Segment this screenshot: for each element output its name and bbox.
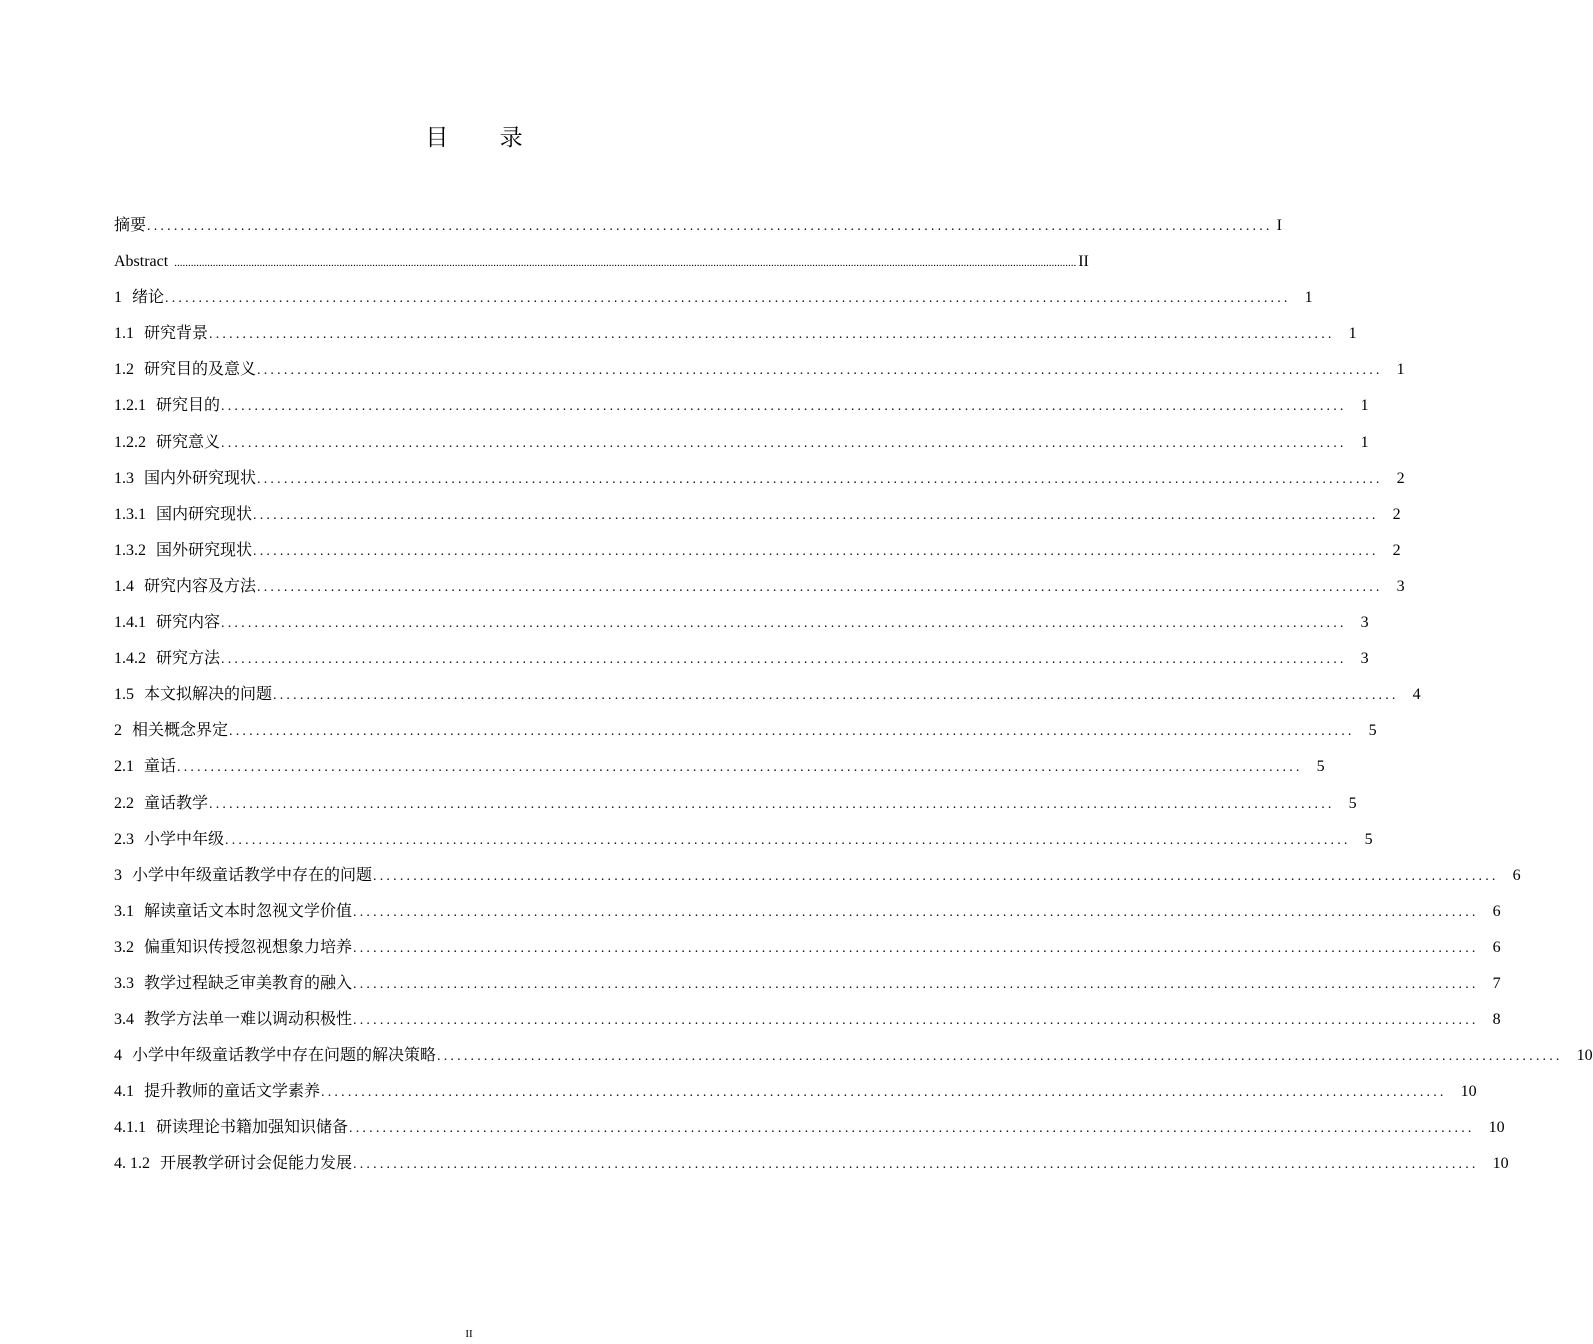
dot-leader: ........................................................................................................................................................................ (177, 760, 1303, 776)
dot-leader: ........................................................................................................................................................................ (147, 219, 1273, 234)
toc-entry-number: 1.4 (114, 577, 134, 595)
toc-entry-title: 解读童话文本时忽视文学价值 (144, 902, 353, 920)
toc-entry[interactable] (114, 605, 1369, 641)
toc-entry-number: 1.2.2 (114, 433, 146, 451)
dot-leader: ........................................................................................................................................................................ (349, 1121, 1475, 1137)
toc-entry-page: 5 (1368, 722, 1377, 740)
toc-entry[interactable] (114, 713, 1377, 749)
toc-entry-page: 10 (1488, 1119, 1505, 1137)
toc-entry[interactable] (114, 677, 1421, 713)
toc-entry-number: 1.3.2 (114, 541, 146, 559)
dot-leader: ........................................................................................................................................................................ (353, 940, 1479, 956)
toc-entry-title: 童话 (144, 758, 177, 776)
toc-entry-number: 2.2 (114, 794, 134, 812)
dot-leader: ........................................................................................................................................................................ (353, 904, 1479, 920)
toc-entry[interactable] (114, 533, 1401, 569)
footer-page-number: II (465, 1328, 473, 1340)
toc-entry-title: 国内外研究现状 (144, 469, 257, 487)
toc-entry-number: 1.4.1 (114, 614, 146, 632)
toc-entry-number: 1.5 (114, 686, 134, 704)
toc-entry-number: 3 (114, 866, 122, 884)
toc-entry-page: 5 (1348, 794, 1357, 812)
toc-entry[interactable] (114, 497, 1401, 533)
toc-entry-number: 2.1 (114, 758, 134, 776)
table-of-contents (114, 208, 1593, 1183)
toc-entry-page: 6 (1492, 902, 1501, 920)
dot-leader: ........................................................................................................................................................................ (209, 796, 1335, 812)
toc-entry-title: 研究方法 (156, 650, 221, 668)
toc-entry-title: 研究目的及意义 (144, 361, 257, 379)
toc-entry[interactable] (114, 461, 1405, 497)
toc-entry-number: 3.1 (114, 902, 134, 920)
toc-entry-title: 绪论 (132, 289, 165, 307)
toc-entry-page: 7 (1492, 974, 1501, 992)
toc-entry-number: 1.4.2 (114, 650, 146, 668)
toc-entry[interactable] (114, 569, 1405, 605)
dot-leader: ........................................................................................................................................................................ (321, 1085, 1447, 1101)
dot-leader: ........................................................................................................................................................................ (221, 435, 1347, 451)
dot-leader: ........................................................................................................................................................................ (253, 543, 1379, 559)
toc-entry-page: 2 (1392, 541, 1401, 559)
toc-entry-page: 1 (1396, 361, 1405, 379)
toc-entry-number: 4 (114, 1047, 122, 1065)
toc-entry-page: 5 (1316, 758, 1325, 776)
toc-entry-page: 10 (1576, 1047, 1593, 1065)
toc-entry-title: 本文拟解决的问题 (144, 686, 273, 704)
dot-leader: ........................................................................................................................................................................ (225, 832, 1351, 848)
toc-entry-title: 偏重知识传授忽视想象力培养 (144, 938, 353, 956)
toc-entry-number: 2.3 (114, 830, 134, 848)
toc-entry-page: 10 (1492, 1155, 1509, 1173)
dot-leader: ........................................................................................................................................................................ (209, 327, 1335, 343)
toc-entry-title: 研读理论书籍加强知识储备 (156, 1119, 349, 1137)
dot-leader: ........................................................................................................................................................................ (229, 724, 1355, 740)
toc-entry-abstract-en[interactable]: Abstract ........................................................................................................................................................................................................................................................................................................................................ II (114, 244, 860, 280)
dot-leader: ........................................................................................................................................................................ (165, 291, 1291, 307)
dot-leader: ........................................................................................................................................................................ (221, 652, 1347, 668)
toc-entry[interactable] (114, 1110, 1505, 1146)
toc-entry[interactable] (114, 280, 1313, 316)
toc-entry-page: 1 (1304, 289, 1313, 307)
toc-entry-title: 摘要 (114, 217, 147, 234)
toc-entry-page: 2 (1392, 505, 1401, 523)
toc-entry-number: 1.3 (114, 469, 134, 487)
toc-entry-number: 4.1.1 (114, 1119, 146, 1137)
toc-entry[interactable] (114, 352, 1405, 388)
toc-entry-page: 3 (1360, 650, 1369, 668)
toc-entry-page: 10 (1460, 1083, 1477, 1101)
toc-entry-page: 1 (1360, 433, 1369, 451)
toc-entry-abstract-cn[interactable]: 摘要 ........................................................................................................................................................................ I (114, 208, 860, 244)
toc-entry-page: 4 (1412, 686, 1421, 704)
toc-entry-number: 1.2 (114, 361, 134, 379)
toc-entry-number: 1.1 (114, 325, 134, 343)
toc-entry-page: 6 (1512, 866, 1521, 884)
toc-entry-page: 3 (1396, 577, 1405, 595)
toc-entry-page: 3 (1360, 614, 1369, 632)
toc-entry[interactable] (114, 822, 1373, 858)
toc-entry-title: 小学中年级 (144, 830, 225, 848)
toc-entry-title: Abstract (114, 253, 169, 271)
toc-entry-number: 1 (114, 289, 122, 307)
toc-entry-title: 研究背景 (144, 325, 209, 343)
toc-entry[interactable] (114, 1074, 1477, 1110)
toc-entry-page: 1 (1348, 325, 1357, 343)
toc-entry-title: 童话教学 (144, 794, 209, 812)
toc-entry-title: 研究意义 (156, 433, 221, 451)
toc-entry-title: 提升教师的童话文学素养 (144, 1083, 321, 1101)
dot-leader: ........................................................................................................................................................................ (437, 1049, 1563, 1065)
toc-entry-title: 教学过程缺乏审美教育的融入 (144, 974, 353, 992)
toc-entry[interactable] (114, 1146, 1509, 1182)
toc-entry[interactable] (114, 749, 1325, 785)
toc-entry-number: 3.4 (114, 1011, 134, 1029)
dot-leader: ........................................................................................................................................................................ (273, 688, 1399, 704)
toc-entry[interactable] (114, 786, 1357, 822)
toc-entry-page: 2 (1396, 469, 1405, 487)
dot-leader: ........................................................................................................................................................................ (253, 507, 1379, 523)
dot-leader: ........................................................................................................................................................................ (221, 399, 1347, 415)
toc-entry[interactable] (114, 316, 1357, 352)
toc-entry-title: 相关概念界定 (132, 722, 229, 740)
toc-entry-title: 研究目的 (156, 397, 221, 415)
toc-entry-number: 1.2.1 (114, 397, 146, 415)
toc-entry-page: 1 (1360, 397, 1369, 415)
toc-entry[interactable] (114, 425, 1369, 461)
dot-leader: ........................................................................................................................................................................ (353, 976, 1479, 992)
dot-leader: ........................................................................................................................................................................ (221, 616, 1347, 632)
toc-entry-title: 开展教学研讨会促能力发展 (160, 1155, 353, 1173)
toc-entry-title: 教学方法单一难以调动积极性 (144, 1011, 353, 1029)
toc-entry-title: 研究内容及方法 (144, 577, 257, 595)
toc-entry-title: 国外研究现状 (156, 541, 253, 559)
dot-leader: ........................................................................................................................................................................ (373, 868, 1499, 884)
toc-entry-page: 5 (1364, 830, 1373, 848)
toc-entry-number: 3.3 (114, 974, 134, 992)
dot-leader: ........................................................................................................................................................................ (257, 471, 1383, 487)
dot-leader: ........................................................................................................................................................................ (353, 1013, 1479, 1029)
toc-entry-page: 8 (1492, 1011, 1501, 1029)
dot-leader: ........................................................................................................................................................................ (257, 579, 1383, 595)
dot-leader: ........................................................................................................................................................................ (257, 363, 1383, 379)
toc-entry[interactable] (114, 966, 1501, 1002)
toc-entry-page: 6 (1492, 938, 1501, 956)
toc-entry-title: 小学中年级童话教学中存在的问题 (132, 866, 373, 884)
toc-entry[interactable] (114, 858, 1521, 894)
toc-entry[interactable] (114, 1038, 1593, 1074)
toc-entry-number: 4.1 (114, 1083, 134, 1101)
toc-entry[interactable] (114, 388, 1369, 424)
toc-entry[interactable] (114, 930, 1501, 966)
dot-leader: ........................................................................................................................................................................................................................................................................................................................................ (174, 257, 1077, 270)
toc-entry-title: 小学中年级童话教学中存在问题的解决策略 (132, 1047, 437, 1065)
toc-entry-number: 1.3.1 (114, 505, 146, 523)
toc-entry[interactable] (114, 641, 1369, 677)
page-title: 目 录 (425, 125, 545, 151)
toc-entry-number: 3.2 (114, 938, 134, 956)
toc-entry[interactable] (114, 894, 1501, 930)
toc-entry[interactable] (114, 1002, 1501, 1038)
toc-entry-number: 2 (114, 722, 122, 740)
dot-leader: ........................................................................................................................................................................ (353, 1157, 1479, 1173)
toc-entry-title: 国内研究现状 (156, 505, 253, 523)
toc-entry-number: 4. 1.2 (114, 1155, 150, 1173)
toc-entry-title: 研究内容 (156, 614, 221, 632)
